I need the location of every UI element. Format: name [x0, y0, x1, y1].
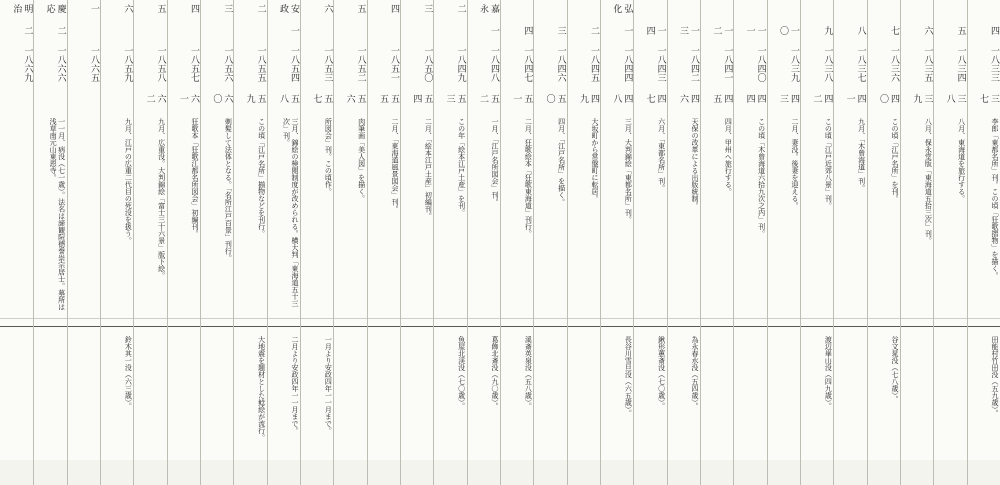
era-label: 嘉永 [477, 4, 499, 13]
related-note: 鍬形蕙斎没（七〇歳）。 [657, 336, 666, 410]
western-year: 一八五三 [322, 46, 333, 82]
year-column [0, 0, 34, 485]
era-year-number: 九 [822, 26, 833, 35]
event-description: 四月、「江戸名所」を描く。 [557, 118, 566, 206]
era-year-number: 一三 [677, 26, 699, 35]
era-year-number: 一 [488, 26, 499, 35]
era-label: 五 [355, 4, 366, 13]
year-column [33, 0, 67, 485]
age-value: 四七 [644, 94, 666, 103]
era-label [567, 2, 600, 22]
era-label [933, 2, 966, 22]
western-year: 一八四一 [722, 46, 733, 82]
related-note [367, 334, 400, 450]
western-year: 一八四四 [622, 46, 633, 82]
event-description: 九月、江戸の広重二代目の死没を扱う。 [124, 118, 133, 244]
year-column [200, 0, 234, 485]
related-note [533, 334, 566, 450]
event-description: 狂歌本「狂歌江都名所図会」初編刊。 [190, 118, 199, 237]
western-year: 一八四〇 [755, 46, 766, 82]
related-note: 葛飾北斎没（九〇歳）。 [490, 336, 499, 410]
western-year: 一八三九 [788, 46, 799, 82]
year-column [900, 0, 934, 485]
event-description: 二月、狂歌絵本「狂歌東海道」刊行。 [524, 118, 533, 237]
year-column [300, 0, 334, 485]
era-year-number: 七 [888, 26, 899, 35]
event-description: 八月、東海道を旅行する。 [957, 118, 966, 202]
related-note: 田能村竹田没（五九歳）。 [990, 336, 999, 417]
event-description: 四月、甲州へ旅行する。 [724, 118, 733, 195]
event-description: この頃「江戸名所」揃物などを刊行。 [257, 118, 266, 237]
era-label: 二 [255, 4, 266, 13]
western-year: 一八三四 [955, 46, 966, 82]
western-year: 一八三八 [822, 46, 833, 82]
age-value [67, 92, 100, 112]
event-description: 大坂町から常盤町に転居。 [590, 118, 599, 202]
era-year-number: 一 [288, 26, 299, 35]
western-year: 一八五〇 [422, 46, 433, 82]
related-note: 魚屋北渓没（七〇歳）。 [457, 336, 466, 410]
event-description: 肉筆画「美人図」を描く。 [357, 118, 366, 202]
event-description [0, 116, 33, 318]
related-note: 谷文晁没（七八歳）。 [890, 336, 899, 403]
era-label [867, 2, 900, 22]
western-year: 一八三七 [855, 46, 866, 82]
era-year-number: 二 [588, 26, 599, 35]
year-column [433, 0, 467, 485]
western-year: 一八四六 [555, 46, 566, 82]
era-year-number [433, 24, 466, 40]
event-description: 九月、広重没。大判錦絵「富士三十六景」版下絵。 [157, 118, 166, 279]
event-description: 六月、「東都名所」刊。 [657, 118, 666, 192]
era-year-number: 四 [988, 26, 999, 35]
event-description: 李郎「東都名所」刊。この頃「狂歌摺物」を描く。 [990, 118, 999, 279]
related-note [700, 334, 733, 450]
western-year: 一八五七 [188, 46, 199, 82]
era-label [800, 2, 833, 22]
age-value: 六一 [177, 94, 199, 103]
western-year: 一八三三 [988, 46, 999, 82]
year-column [633, 0, 667, 485]
era-label: 四 [388, 4, 399, 13]
event-description: 二月、「絵本江戸土産」初編刊。 [424, 118, 433, 220]
western-year: 一八五二 [355, 46, 366, 82]
related-note: 為永春水没（五四歳）。 [690, 336, 699, 410]
year-column [600, 0, 634, 485]
era-label: 慶応 [44, 4, 66, 13]
age-value: 六二 [144, 94, 166, 103]
related-note [900, 334, 933, 450]
related-note [33, 334, 66, 450]
related-note [933, 334, 966, 450]
era-label: 六 [122, 4, 133, 13]
age-value: 四〇 [877, 94, 899, 103]
era-label: 二 [455, 4, 466, 13]
era-label [500, 2, 533, 22]
era-label [967, 2, 1000, 22]
era-year-number: 六 [922, 26, 933, 35]
western-year: 一八四八 [488, 46, 499, 82]
event-description: 一月、「江戸名所図会」刊。 [490, 118, 499, 206]
era-year-number: 三 [555, 26, 566, 35]
related-note: 溪斎英泉没（五八歳）。 [524, 336, 533, 410]
era-year-number [200, 24, 233, 40]
year-column [800, 0, 834, 485]
age-value: 五七 [311, 94, 333, 103]
era-label: 四 [188, 4, 199, 13]
era-year-number: 八 [855, 26, 866, 35]
event-description: 一一月、病没（七一歳）。法名は諦観院德誉崇宗居士。墓所は浅草南元山東恩寺。 [49, 118, 66, 311]
era-label: 弘化 [611, 4, 633, 13]
age-value: 三九 [911, 94, 933, 103]
year-column [233, 0, 267, 485]
age-value: 四八 [611, 94, 633, 103]
year-column [700, 0, 734, 485]
western-year: 一八六九 [22, 46, 33, 82]
year-column [400, 0, 434, 485]
western-year: 一八五一 [388, 46, 399, 82]
era-year-number: 四 [522, 26, 533, 35]
event-description: 三月、大判錦絵「東都名所」刊。 [624, 118, 633, 223]
era-label: 一 [88, 4, 99, 13]
related-note [0, 334, 33, 450]
era-year-number [333, 24, 366, 40]
age-value: 四一 [844, 94, 866, 103]
year-column [333, 0, 367, 485]
event-description: 八月、保永堂版「東海道五拾三次」刊。 [924, 118, 933, 244]
age-value: 五九 [244, 94, 266, 103]
related-note: 大地震を題材とした鯰絵が流行。 [257, 336, 266, 441]
era-year-number: 一〇 [777, 26, 799, 35]
year-column [67, 0, 101, 485]
era-year-number [100, 24, 133, 40]
year-column [967, 0, 1000, 485]
era-label [533, 2, 566, 22]
era-label [667, 2, 700, 22]
western-year: 一八三六 [888, 46, 899, 82]
related-note: 長谷川雪旦没（六五歳）。 [624, 336, 633, 417]
related-note [67, 334, 100, 450]
era-year-number: 二 [22, 26, 33, 35]
related-note: 一月より安政四年一一月まで。 [324, 336, 333, 434]
era-year-number [400, 24, 433, 40]
related-note [200, 334, 233, 450]
western-year: 一八四五 [588, 46, 599, 82]
age-value: 四五 [711, 94, 733, 103]
related-note [733, 334, 766, 450]
era-label [700, 2, 733, 22]
western-year: 一八五四 [288, 46, 299, 82]
western-year: 一八六五 [88, 46, 99, 82]
age-value: 三八 [944, 94, 966, 103]
age-value: 六〇 [211, 94, 233, 103]
era-year-number: 一 [622, 26, 633, 35]
era-year-number: 二 [55, 26, 66, 35]
age-value: 五八 [277, 94, 299, 103]
era-year-number: 一一 [744, 26, 766, 35]
era-label: 三 [222, 4, 233, 13]
western-year: 一八五八 [155, 46, 166, 82]
year-column [833, 0, 867, 485]
era-year-number [167, 24, 200, 40]
age-value: 三七 [977, 94, 999, 103]
year-column [867, 0, 901, 485]
related-note [767, 334, 800, 450]
year-column [533, 0, 567, 485]
western-year: 一八五六 [222, 46, 233, 82]
event-description: この年「絵本江戸土産」を刊。 [457, 118, 466, 216]
year-column [133, 0, 167, 485]
age-value: 四四 [744, 94, 766, 103]
western-year: 一八三五 [922, 46, 933, 82]
era-label: 安政 [277, 4, 299, 13]
age-value: 五五 [377, 94, 399, 103]
age-value: 五四 [411, 94, 433, 103]
age-value: 五一 [511, 94, 533, 103]
era-label [900, 2, 933, 22]
age-value [33, 92, 66, 112]
age-value: 四九 [577, 94, 599, 103]
era-year-number [133, 24, 166, 40]
western-year: 一八四二 [688, 46, 699, 82]
era-year-number: 一四 [644, 26, 666, 35]
related-note [167, 334, 200, 450]
western-year: 一八六六 [55, 46, 66, 82]
era-year-number: 一二 [711, 26, 733, 35]
year-column [667, 0, 701, 485]
related-note: 二月より安政四年一一月まで。 [290, 336, 299, 434]
year-column [167, 0, 201, 485]
event-description: この頃「江戸名所」を刊。 [890, 118, 899, 202]
age-value [100, 92, 133, 112]
era-label: 三 [422, 4, 433, 13]
era-year-number [67, 24, 100, 40]
era-label [833, 2, 866, 22]
era-year-number [367, 24, 400, 40]
year-column [733, 0, 767, 485]
related-note [400, 334, 433, 450]
event-description: 二月、妻没。後妻を迎える。 [790, 118, 799, 209]
related-note [333, 334, 366, 450]
age-value [0, 92, 33, 112]
related-note: 鈴木其一没（六三歳）。 [124, 336, 133, 410]
age-value: 四六 [677, 94, 699, 103]
related-note [567, 334, 600, 450]
year-column [267, 0, 301, 485]
event-description: この頃「江戸近郊八景」刊。 [824, 118, 833, 209]
event-description: この頃「木曾海道六拾九次之内」刊。 [757, 118, 766, 237]
event-description [67, 116, 100, 318]
age-value: 五二 [477, 94, 499, 103]
age-value: 五六 [344, 94, 366, 103]
related-note: 渡辺崋山没（四九歳）。 [824, 336, 833, 410]
era-label [733, 2, 766, 22]
event-description: 三月、錦絵の検閲制度が改められる。横大判「東海道五十三次」刊。 [282, 118, 299, 307]
related-note [833, 334, 866, 450]
era-label: 五 [155, 4, 166, 13]
era-label [633, 2, 666, 22]
age-value: 四二 [811, 94, 833, 103]
era-year-number: 五 [955, 26, 966, 35]
year-column [367, 0, 401, 485]
year-column [567, 0, 601, 485]
western-year: 一八五九 [122, 46, 133, 82]
western-year: 一八四七 [522, 46, 533, 82]
western-year: 一八五五 [255, 46, 266, 82]
year-column [500, 0, 534, 485]
event-description: 二月、「東海道風景図会」刊。 [390, 118, 399, 213]
event-description: 剃髪して法体となる。「名所江戸百景」刊行。 [224, 118, 233, 262]
event-description: 九月、「木曾海道」刊。 [857, 118, 866, 192]
year-column [467, 0, 501, 485]
year-column [933, 0, 967, 485]
era-year-number [300, 24, 333, 40]
western-year: 一八四三 [655, 46, 666, 82]
era-label: 六 [322, 4, 333, 13]
era-year-number [233, 24, 266, 40]
year-column [100, 0, 134, 485]
era-label: 明治 [11, 4, 33, 13]
year-column [767, 0, 801, 485]
age-value: 五三 [444, 94, 466, 103]
event-description: 天保の改革による出版統制。 [690, 118, 699, 209]
related-note [133, 334, 166, 450]
age-value: 五〇 [544, 94, 566, 103]
western-year: 一八四九 [455, 46, 466, 82]
age-value: 四三 [777, 94, 799, 103]
era-label [767, 2, 800, 22]
event-description: 所図会」刊。この頃作。 [324, 118, 333, 195]
